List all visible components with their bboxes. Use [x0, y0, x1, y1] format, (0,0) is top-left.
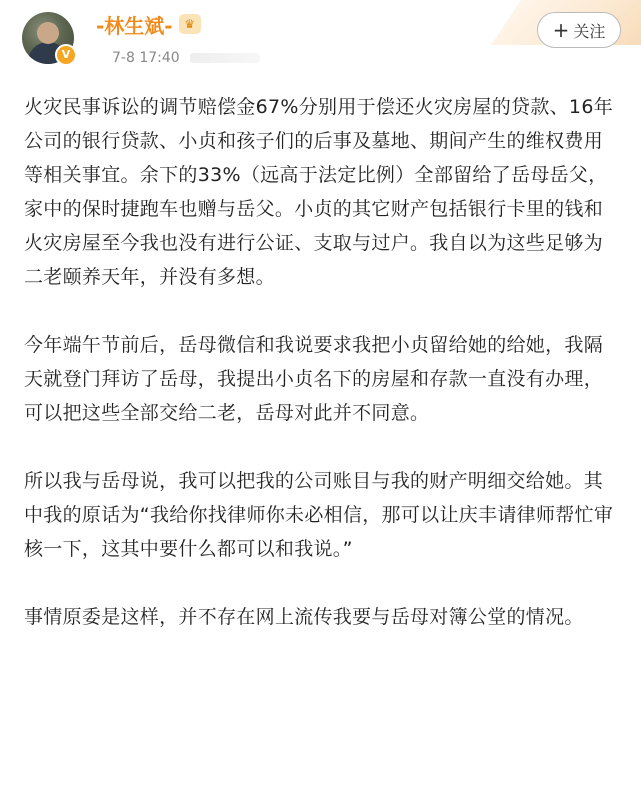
verified-badge-icon: V: [55, 44, 77, 66]
avatar-container[interactable]: [22, 12, 74, 64]
avatar-figure-head: [37, 22, 59, 44]
author-name[interactable]: -林生斌-: [96, 13, 173, 38]
post-paragraph: 火灾民事诉讼的调节赔偿金67%分别用于偿还火灾房屋的贷款、16年公司的银行贷款、小贞和孩子们的后事及墓地、期间产生的维权费用等相关事宜。余下的33%（远高于法定比例）全部留给了岳母岳父，家中的保时捷跑车也赠与岳父。小贞的其它财产包括银行卡里的钱和火灾房屋至今我也没有进行公证、支取与过户。我自以为这些足够为二老颐养天年，并没有多想。: [24, 96, 614, 288]
username-row: [96, 10, 201, 38]
post-content: [24, 90, 618, 668]
post-time: 7-8 17:40: [112, 50, 180, 66]
post-header: [0, 0, 641, 80]
post-paragraph: 所以我与岳母说，我可以把我的公司账目与我的财产明细交给她。其中我的原话为“我给你找律师你未必相信，那可以让庆丰请律师帮忙审核一下，这其中要什么都可以和我说。”: [24, 470, 614, 560]
crown-badge-icon: ♛: [179, 14, 201, 34]
post-paragraph: 事情原委是这样，并不存在网上流传我要与岳母对簿公堂的情况。: [24, 606, 584, 628]
plus-icon: +: [552, 18, 570, 42]
follow-button[interactable]: [537, 12, 621, 48]
post-source-blurred: [190, 53, 260, 63]
post-meta: [112, 50, 260, 66]
post-paragraph: 今年端午节前后，岳母微信和我说要求我把小贞留给她的给她，我隔天就登门拜访了岳母，我提出小贞名下的房屋和存款一直没有办理，可以把这些全部交给二老，岳母对此并不同意。: [24, 334, 604, 424]
follow-label: 关注: [573, 21, 606, 41]
